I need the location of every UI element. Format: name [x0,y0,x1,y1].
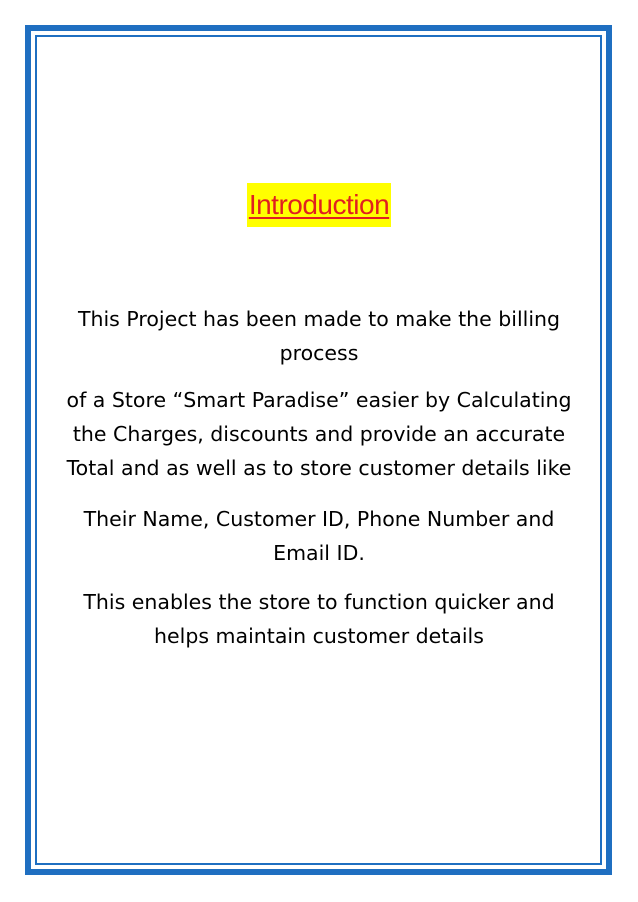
paragraph-line: Their Name, Customer ID, Phone Number and [83,507,555,531]
paragraph-customer-details [29,502,609,570]
paragraph-purpose [29,302,609,370]
paragraph-line: Total and as well as to store customer details like [66,456,572,480]
paragraph-line: Email ID. [273,541,365,565]
paragraph-line: process [279,341,359,365]
paragraph-line: This Project has been made to make the billing [77,307,561,331]
paragraph-line: helps maintain customer details [154,624,484,648]
paragraph-line: This enables the store to function quicker and [83,590,555,614]
page-title: Introduction [247,183,391,227]
paragraph-line: of a Store “Smart Paradise” easier by Calculating [66,388,572,412]
paragraph-description [29,383,609,485]
heading-container [0,183,638,227]
paragraph-line: the Charges, discounts and provide an accurate [72,422,566,446]
paragraph-benefits [29,585,609,653]
